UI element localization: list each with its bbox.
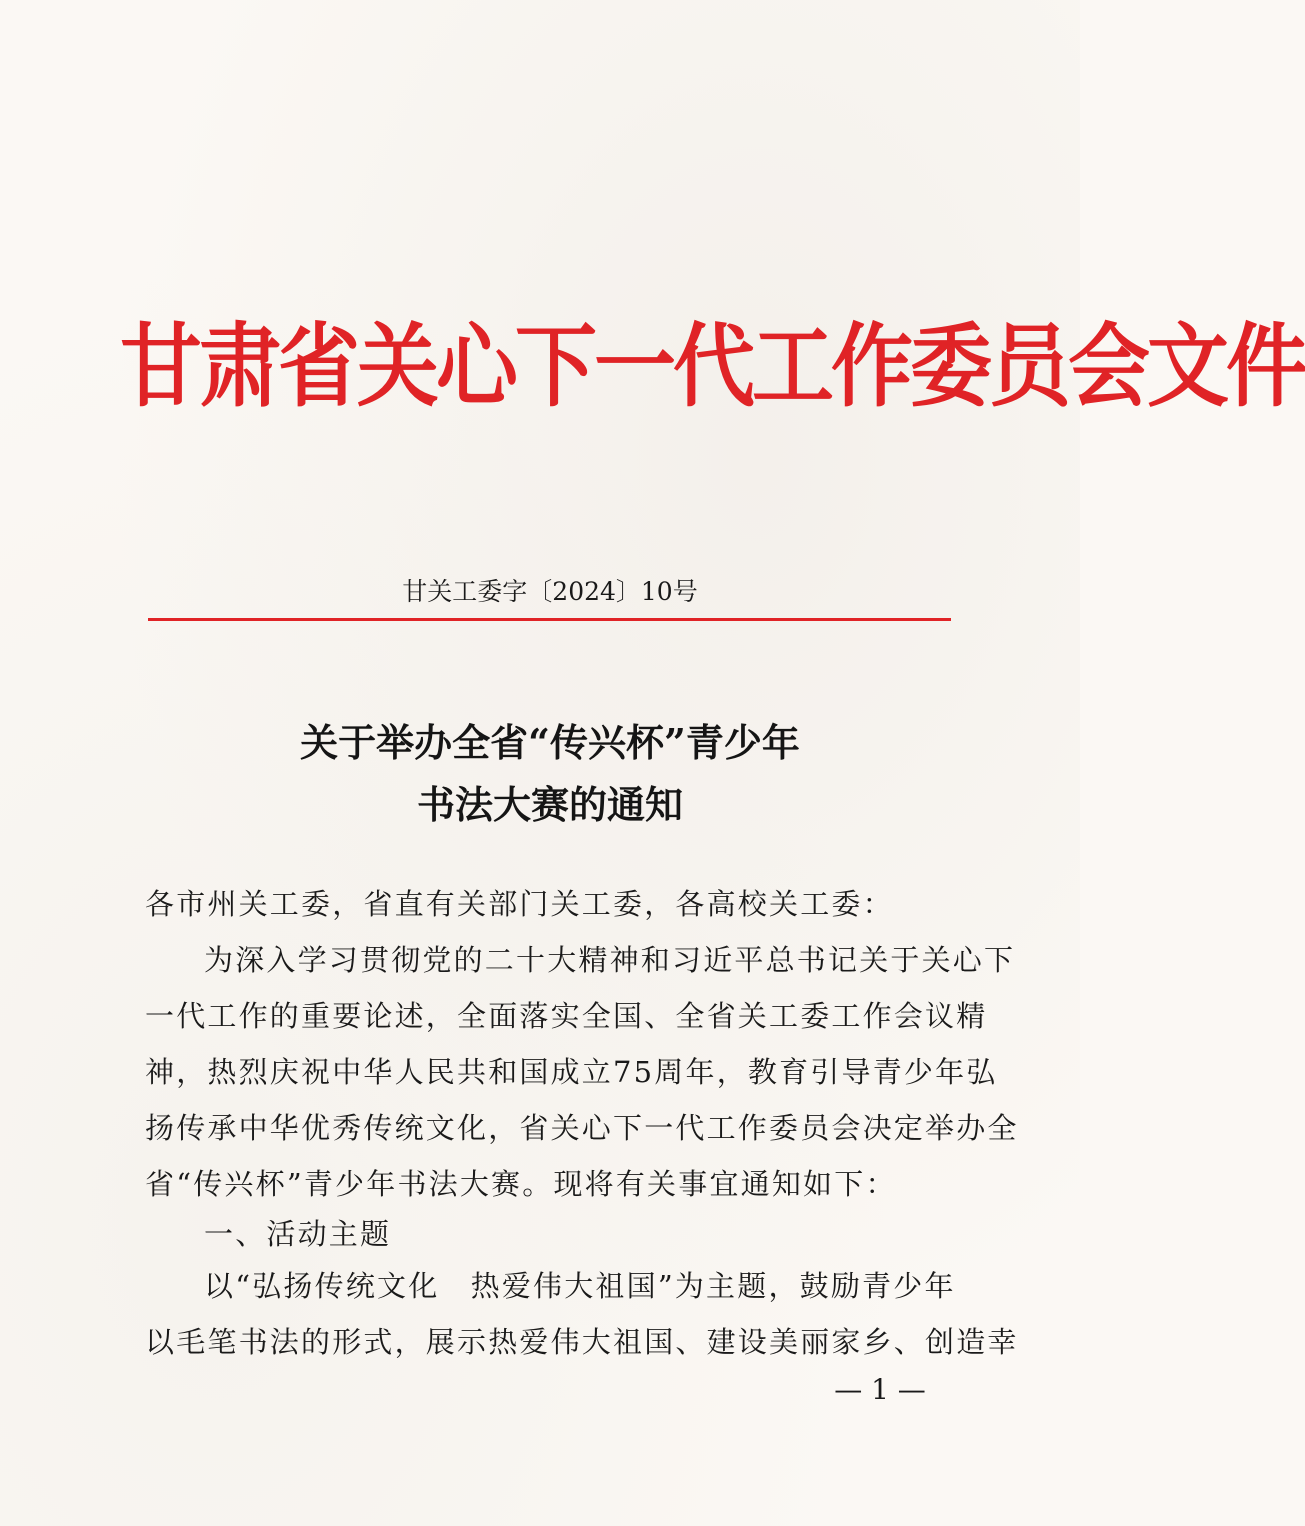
notice-title-line-1: 关于举办全省“传兴杯”青少年 [300, 720, 800, 765]
paragraph-line: 扬传承中华优秀传统文化，省关心下一代工作委员会决定举办全 [145, 1111, 1019, 1145]
paragraph-line: 以“弘扬传统文化 热爱伟大祖国”为主题，鼓励青少年 [204, 1269, 956, 1303]
addressee-line: 各市州关工委，省直有关部门关工委，各高校关工委： [145, 887, 894, 921]
paragraph-line: 神，热烈庆祝中华人民共和国成立75周年，教育引导青少年弘 [145, 1055, 998, 1089]
notice-title-line-2: 书法大赛的通知 [416, 782, 683, 827]
paragraph-line: 为深入学习贯彻党的二十大精神和习近平总书记关于关心下 [204, 943, 1016, 977]
page-number: — 1 — [834, 1373, 926, 1406]
document-number: 甘关工委字〔2024〕10号 [402, 577, 698, 606]
section-heading: 一、活动主题 [204, 1217, 392, 1251]
paragraph-line: 一代工作的重要论述，全面落实全国、全省关工委工作会议精 [145, 999, 988, 1033]
paragraph-line: 省“传兴杯”青少年书法大赛。现将有关事宜通知如下： [145, 1167, 897, 1201]
agency-masthead-title: 甘肃省关心下一代工作委员会文件 [120, 315, 1305, 420]
paragraph-line: 以毛笔书法的形式，展示热爱伟大祖国、建设美丽家乡、创造幸 [145, 1325, 1019, 1359]
red-divider-line [148, 618, 951, 621]
